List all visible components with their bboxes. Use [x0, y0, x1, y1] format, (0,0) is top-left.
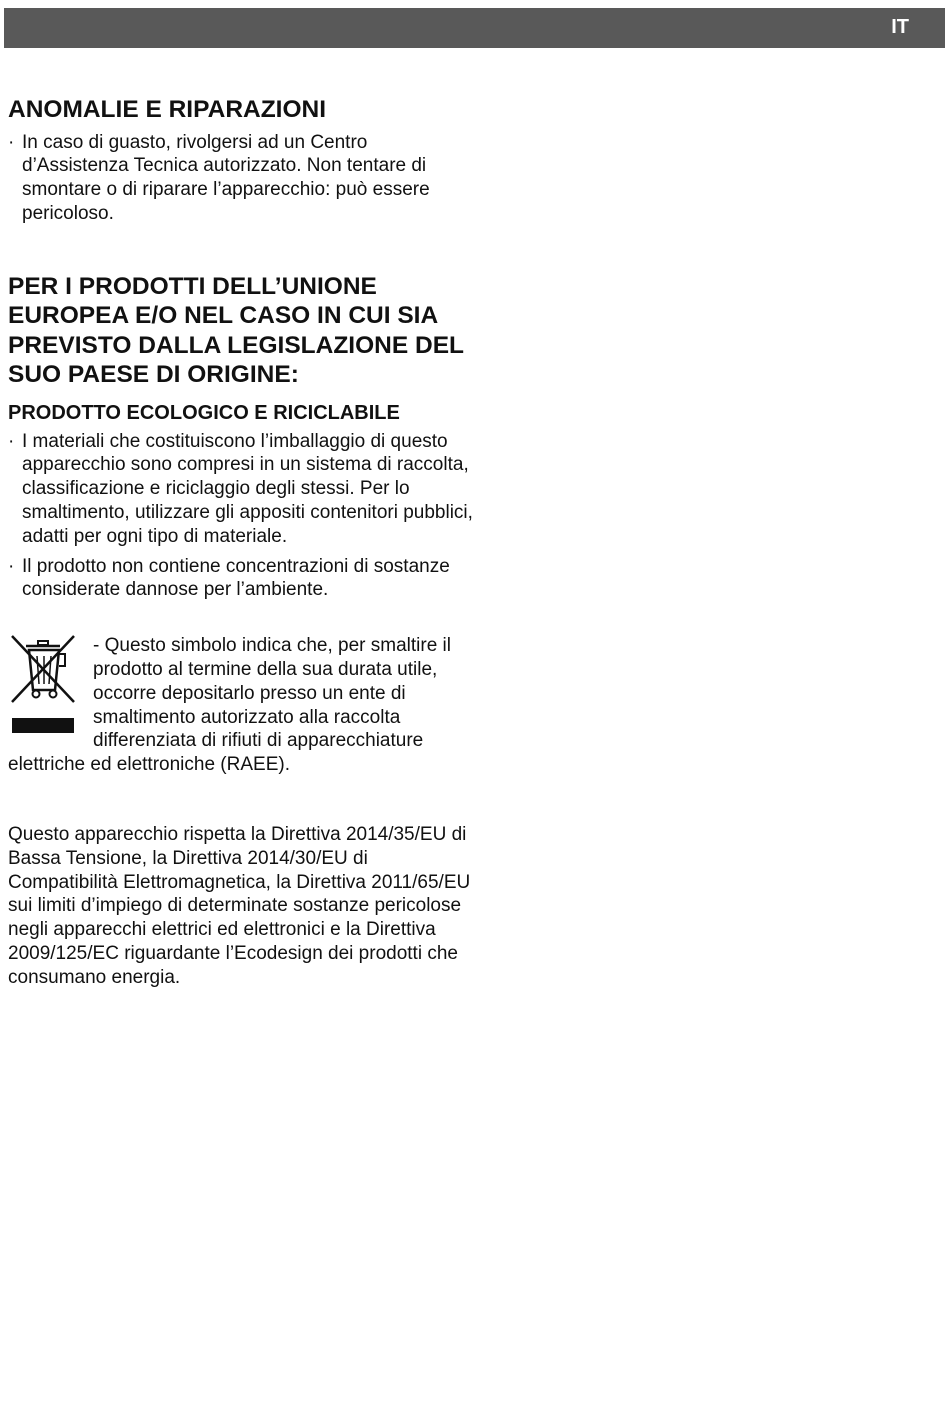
- section-title-repairs: ANOMALIE E RIPARAZIONI: [8, 96, 327, 123]
- repairs-bullet-list: [8, 131, 478, 226]
- subtitle-ecological-product: PRODOTTO ECOLOGICO E RICICLABILE: [8, 401, 400, 424]
- crossed-out-wheelie-bin-icon: [8, 632, 80, 736]
- weee-notice: [8, 634, 478, 777]
- page-content: [8, 95, 478, 990]
- list-item: [8, 430, 478, 549]
- list-item: [8, 131, 478, 226]
- bullet-mark: ·: [8, 131, 15, 153]
- bullet-text: Il prodotto non contiene concentrazioni di sostanze considerate dannose per l’ambiente.: [22, 555, 450, 601]
- directive-compliance-text: Questo apparecchio rispetta la Direttiva 2014/35/EU di Bassa Tensione, la Direttiva 2014/30/EU di Compatibilità Elettromagnetica, la Direttiva 2011/65/EU sui limiti d’impiego di determinate sostanze pericolose negli apparecchi elettrici ed elettronici e la Direttiva 2009/125/EC riguardante l’Ecodesign dei prodotti che consumano energia.: [8, 824, 471, 988]
- bullet-mark: ·: [8, 430, 15, 452]
- list-item: [8, 555, 478, 603]
- header-bar: [4, 8, 945, 48]
- weee-text: - Questo simbolo indica che, per smaltire il prodotto al termine della sua durata utile, occorre depositarlo presso un ente di smaltimento autorizzato alla raccolta differenziata di rifiuti di apparecchiature elettriche ed elettroniche (RAEE).: [8, 635, 451, 776]
- section-title-eu-products: PER I PRODOTTI DELL’UNIONE EUROPEA E/O NEL CASO IN CUI SIA PREVISTO DALLA LEGISLAZIONE DEL SUO PAESE DI ORIGINE:: [8, 272, 464, 389]
- bullet-mark: ·: [8, 555, 15, 577]
- language-code: IT: [891, 16, 909, 38]
- ecology-bullet-list: [8, 430, 478, 603]
- bullet-text: In caso di guasto, rivolgersi ad un Centro d’Assistenza Tecnica autorizzato. Non tentare di smontare o di riparare l’apparecchio: può essere pericoloso.: [22, 131, 430, 224]
- bullet-text: I materiali che costituiscono l’imballaggio di questo apparecchio sono compresi in un sistema di raccolta, classificazione e riciclaggio degli stessi. Per lo smaltimento, utilizzare gli appositi contenitori pubblici, adatti per ogni tipo di materiale.: [22, 430, 473, 547]
